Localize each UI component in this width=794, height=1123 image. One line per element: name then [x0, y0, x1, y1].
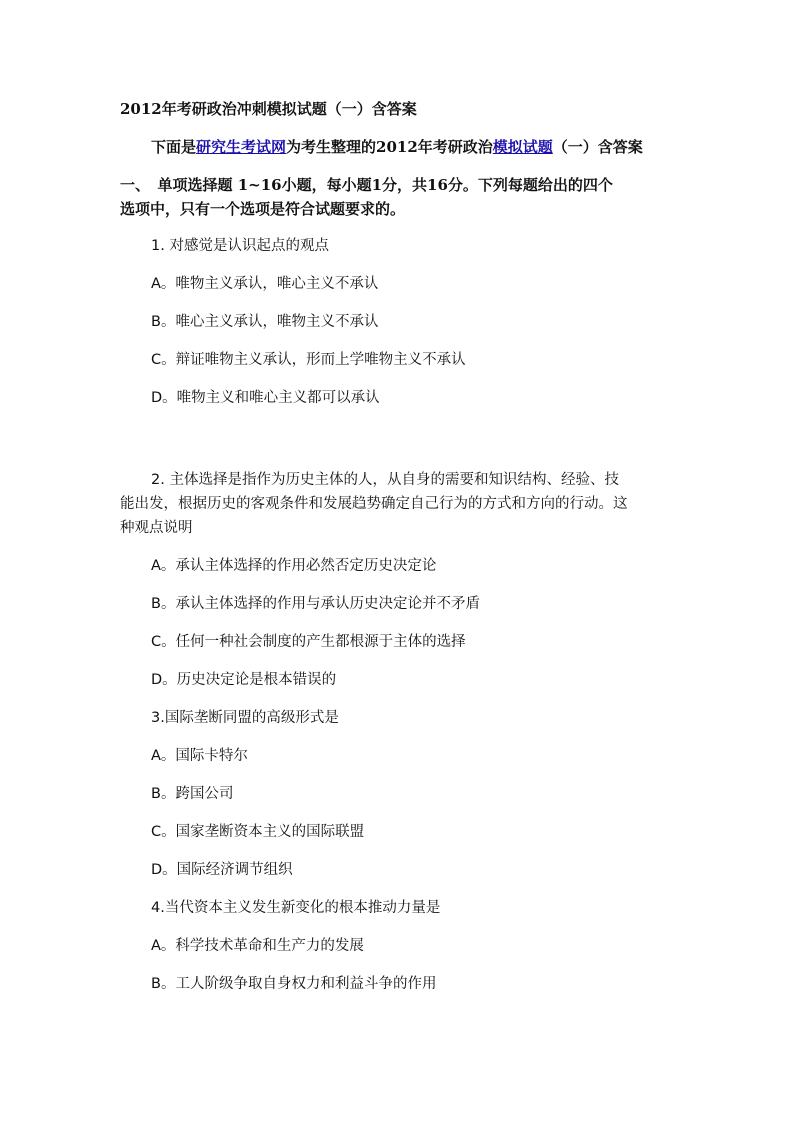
question-1-option-c: C。辩证唯物主义承认，形而上学唯物主义不承认 — [151, 352, 466, 368]
question-2-option-d: D。历史决定论是根本错误的 — [151, 672, 337, 688]
question-1-option-b: B。唯心主义承认，唯物主义不承认 — [151, 314, 379, 330]
section-heading-line1: 一、 单项选择题 1~16小题，每小题1分，共16分。下列每题给出的四个 — [120, 176, 613, 194]
question-1-option-d: D。唯物主义和唯心主义都可以承认 — [151, 390, 380, 406]
question-3-option-a: A。国际卡特尔 — [151, 748, 248, 764]
question-2-stem-line1: 2. 主体选择是指作为历史主体的人，从自身的需要和知识结构、经验、技 — [151, 472, 619, 488]
question-3-option-b: B。跨国公司 — [151, 786, 234, 802]
question-2-option-c: C。任何一种社会制度的产生都根源于主体的选择 — [151, 634, 466, 650]
intro-mid: 为考生整理的2012年考研政治 — [286, 138, 493, 156]
document-title: 2012年考研政治冲刺模拟试题（一）含答案 — [120, 100, 417, 118]
question-4-stem: 4.当代资本主义发生新变化的根本推动力量是 — [151, 900, 441, 916]
question-3-stem: 3.国际垄断同盟的高级形式是 — [151, 710, 339, 726]
question-3-option-c: C。国家垄断资本主义的国际联盟 — [151, 824, 365, 840]
question-1-option-a: A。唯物主义承认，唯心主义不承认 — [151, 276, 379, 292]
intro-pre: 下面是 — [151, 138, 197, 156]
question-2-stem-line2: 能出发，根据历史的客观条件和发展趋势确定自己行为的方式和方向的行动。这 — [120, 496, 628, 512]
section-heading-line2: 选项中，只有一个选项是符合试题要求的。 — [120, 200, 406, 218]
mock-test-link[interactable]: 模拟试题 — [492, 138, 553, 156]
exam-site-link[interactable]: 研究生考试网 — [196, 138, 287, 156]
intro-paragraph — [151, 137, 643, 157]
question-2-option-a: A。承认主体选择的作用必然否定历史决定论 — [151, 558, 437, 574]
question-3-option-d: D。国际经济调节组织 — [151, 862, 293, 878]
question-2-stem-line3: 种观点说明 — [120, 520, 193, 536]
question-2-option-b: B。承认主体选择的作用与承认历史决定论并不矛盾 — [151, 596, 480, 612]
question-1-stem: 1. 对感觉是认识起点的观点 — [151, 238, 329, 254]
intro-post: （一）含答案 — [552, 138, 643, 156]
question-4-option-a: A。科学技术革命和生产力的发展 — [151, 938, 364, 954]
question-4-option-b: B。工人阶级争取自身权力和利益斗争的作用 — [151, 976, 437, 992]
